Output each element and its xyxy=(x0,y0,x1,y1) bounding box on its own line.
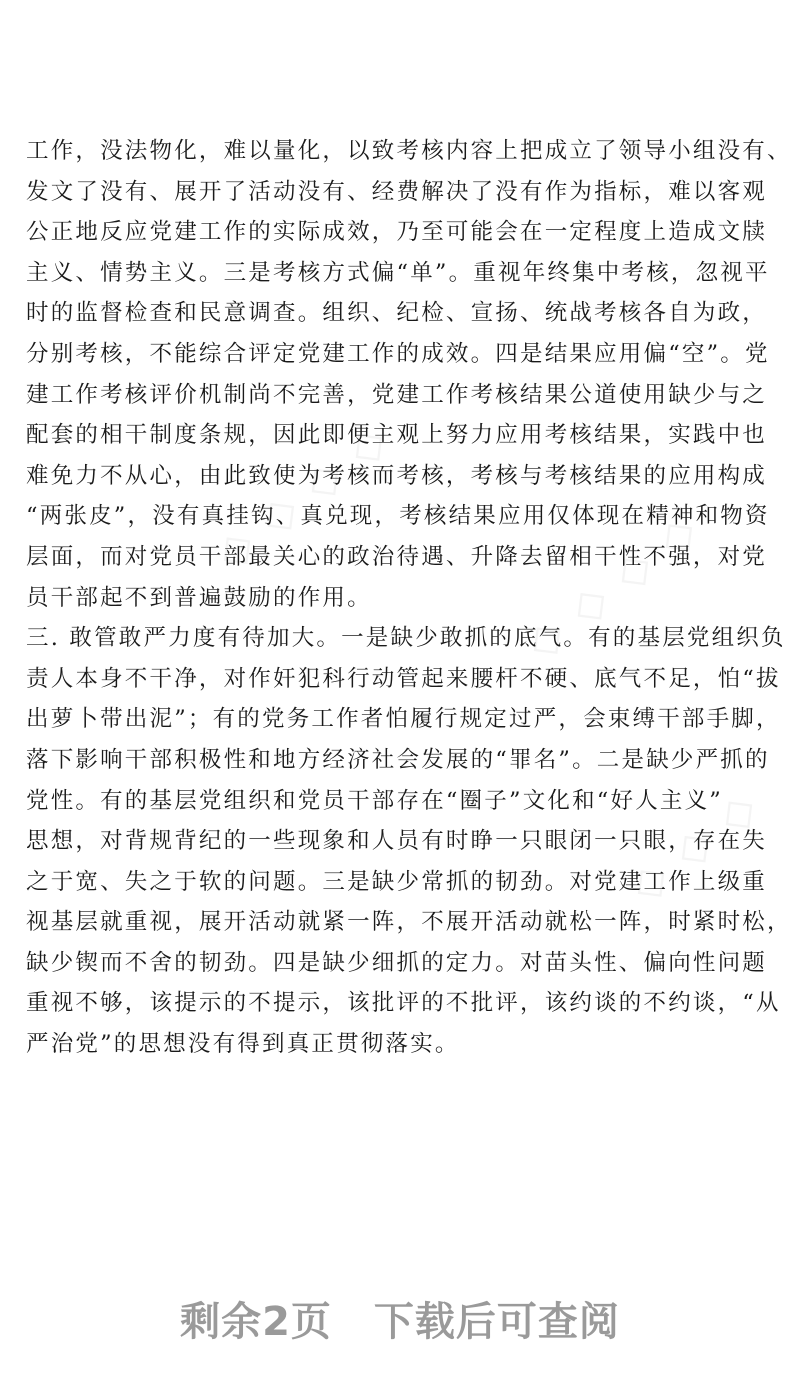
download-hint-label: 下载后可查阅 xyxy=(373,1299,620,1345)
text-line: 员干部起不到普遍鼓励的作用。 xyxy=(26,584,372,611)
text-line: 重视不够，该提示的不提示，该批评的不批评，该约谈的不约谈，“从 xyxy=(26,990,781,1017)
text-line: 责人本身不干净，对作奸犯科行动管起来腰杆不硬、底气不足，怕“拔 xyxy=(26,665,781,692)
text-line: 视基层就重视，展开活动就紧一阵，不展开活动就松一阵，时紧时松， xyxy=(26,909,792,936)
text-line: 落下影响干部积极性和地方经济社会发展的“罪名”。二是缺少严抓的 xyxy=(26,746,770,773)
text-line: 主义、情势主义。三是考核方式偏“单”。重视年终集中考核，忽视平 xyxy=(26,259,770,286)
text-line: 层面，而对党员干部最关心的政治待遇、升降去留相干性不强，对党 xyxy=(26,543,768,570)
document-body xyxy=(26,131,792,1065)
text-line: 时的监督检查和民意调查。组织、纪检、宣扬、统战考核各自为政， xyxy=(26,300,768,327)
text-line: 建工作考核评价机制尚不完善，党建工作考核结果公道使用缺少与之 xyxy=(26,381,768,408)
download-banner[interactable] xyxy=(0,1290,800,1347)
text-line: 严治党”的思想没有得到真正贯彻落实。 xyxy=(26,1031,460,1058)
text-line: 发文了没有、展开了活动没有、经费解决了没有作为指标，难以客观 xyxy=(26,178,768,205)
text-line: 之于宽、失之于软的问题。三是缺少常抓的韧劲。对党建工作上级重 xyxy=(26,868,768,895)
text-line: 思想，对背规背纪的一些现象和人员有时睁一只眼闭一只眼，存在失 xyxy=(26,828,768,855)
remaining-pages-label: 剩余2页 xyxy=(180,1299,332,1345)
text-line: 分别考核，不能综合评定党建工作的成效。四是结果应用偏“空”。党 xyxy=(26,340,770,367)
text-line: 难免力不从心，由此致使为考核而考核，考核与考核结果的应用构成 xyxy=(26,462,768,489)
text-line: 出萝卜带出泥”；有的党务工作者怕履行规定过严，会束缚干部手脚， xyxy=(26,706,781,733)
text-line: 公正地反应党建工作的实际成效，乃至可能会在一定程度上造成文牍 xyxy=(26,219,768,246)
section-heading-line: 三. 敢管敢严力度有待加大。一是缺少敢抓的底气。有的基层党组织负 xyxy=(26,625,786,652)
text-line: “两张皮”，没有真挂钩、真兑现，考核结果应用仅体现在精神和物资 xyxy=(26,503,770,530)
text-line: 党性。有的基层党组织和党员干部存在“圈子”文化和“好人主义” xyxy=(26,787,724,814)
text-line: 配套的相干制度条规，因此即便主观上努力应用考核结果，实践中也 xyxy=(26,422,768,449)
text-line: 缺少锲而不舍的韧劲。四是缺少细抓的定力。对苗头性、偏向性问题 xyxy=(26,949,768,976)
text-line: 工作，没法物化，难以量化，以致考核内容上把成立了领导小组没有、 xyxy=(26,138,792,164)
